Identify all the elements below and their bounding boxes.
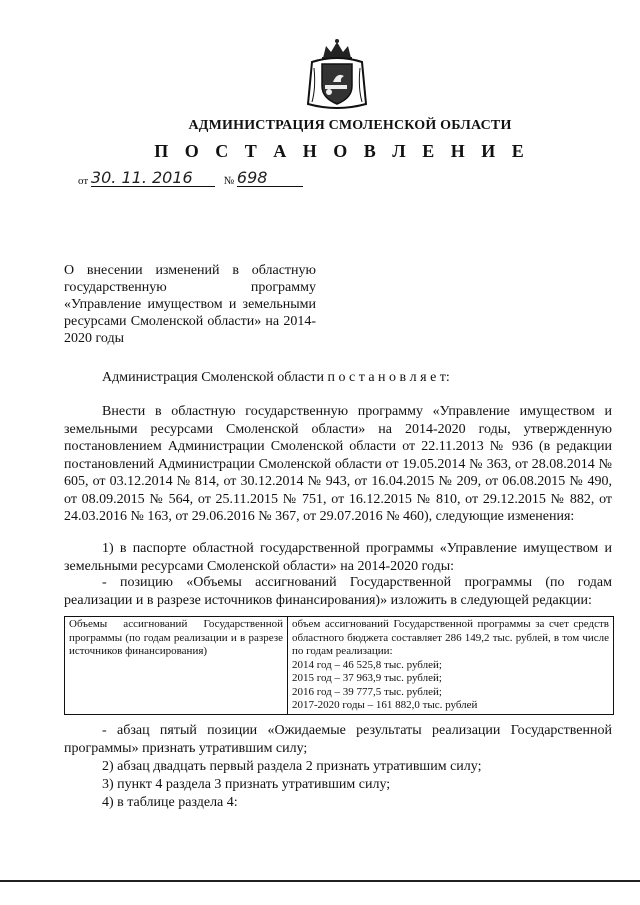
- table-cell-label: Объемы ассигнований Государственной программы (по годам реализации и в разрезе источников финансирования): [65, 617, 288, 715]
- date-prefix: от: [78, 175, 89, 187]
- document-type-title: П О С Т А Н О В Л Е Н И Е: [154, 141, 530, 161]
- date-value: 30. 11. 2016: [90, 168, 193, 187]
- allocation-year-row: 2015 год – 37 963,9 тыс. рублей;: [292, 672, 442, 684]
- allocation-year-row: 2016 год – 39 777,5 тыс. рублей;: [292, 685, 442, 698]
- paragraph-item-4: 4) в таблице раздела 4:: [102, 795, 238, 810]
- paragraph-item-1: 1) в паспорте областной государственной программы «Управление имуществом и земельными ресурсами Смоленской области» на 2014-2020 годы:: [64, 541, 612, 574]
- date-number-line: [78, 168, 303, 187]
- allocation-year-row: 2017-2020 годы – 161 882,0 тыс. рублей: [292, 699, 478, 711]
- paragraph-main-changes: Внести в областную государственную программу «Управление имуществом и земельными ресурсами Смоленской области» на 2014-2020 годы, утвержденную постановлением Администрации Смоленской области от 22.11.2013 № 936 (в редакции постановлений Администрации Смоленской области от 19.05.2014 № 363, от 28.08.2014 № 605, от 03.12.2014 № 814, от 30.12.2014 № 943, от 16.04.2015 № 209, от 06.08.2015 № 490, от 08.09.2015 № 564, от 25.11.2015 № 751, от 16.12.2015 № 810, от 29.12.2015 № 882, от 24.03.2016 № 163, от 29.06.2016 № 367, от 29.07.2016 № 460), следующие изменения:: [64, 404, 612, 524]
- date-field: [91, 168, 215, 187]
- organization-name: АДМИНИСТРАЦИЯ СМОЛЕНСКОЙ ОБЛАСТИ: [188, 118, 512, 133]
- coat-of-arms-emblem: [304, 38, 370, 114]
- paragraph-item-3: 3) пункт 4 раздела 3 признать утратившим силу;: [102, 777, 391, 792]
- number-field: [237, 168, 303, 187]
- allocation-year-row: 2014 год – 46 525,8 тыс. рублей;: [292, 658, 442, 671]
- table-cell-values: [288, 617, 614, 715]
- allocation-intro: объем ассигнований Государственной программы за счет средств областного бюджета составляет 286 149,2 тыс. рублей, в том числе по годам реализации:: [292, 618, 609, 657]
- paragraph-expected-results: - абзац пятый позиции «Ожидаемые результаты реализации Государственной программы» признать утратившим силу;: [64, 723, 612, 756]
- paragraph-item-2: 2) абзац двадцать первый раздела 2 признать утратившим силу;: [102, 759, 482, 774]
- document-subject: О внесении изменений в областную государственную программу «Управление имуществом и земельными ресурсами Смоленской области» на 2014-2020 годы: [64, 263, 316, 346]
- table-row: [65, 617, 614, 715]
- preamble: Администрация Смоленской области п о с т а н о в л я е т:: [102, 370, 450, 385]
- page-bottom-rule: [0, 880, 640, 882]
- allocation-table: [64, 616, 614, 715]
- number-value: 698: [236, 168, 268, 187]
- number-prefix: №: [223, 175, 235, 187]
- paragraph-allocation-position: - позицию «Объемы ассигнований Государственной программы (по годам реализации и в разрезе источников финансирования)» изложить в следующей редакции:: [64, 575, 612, 608]
